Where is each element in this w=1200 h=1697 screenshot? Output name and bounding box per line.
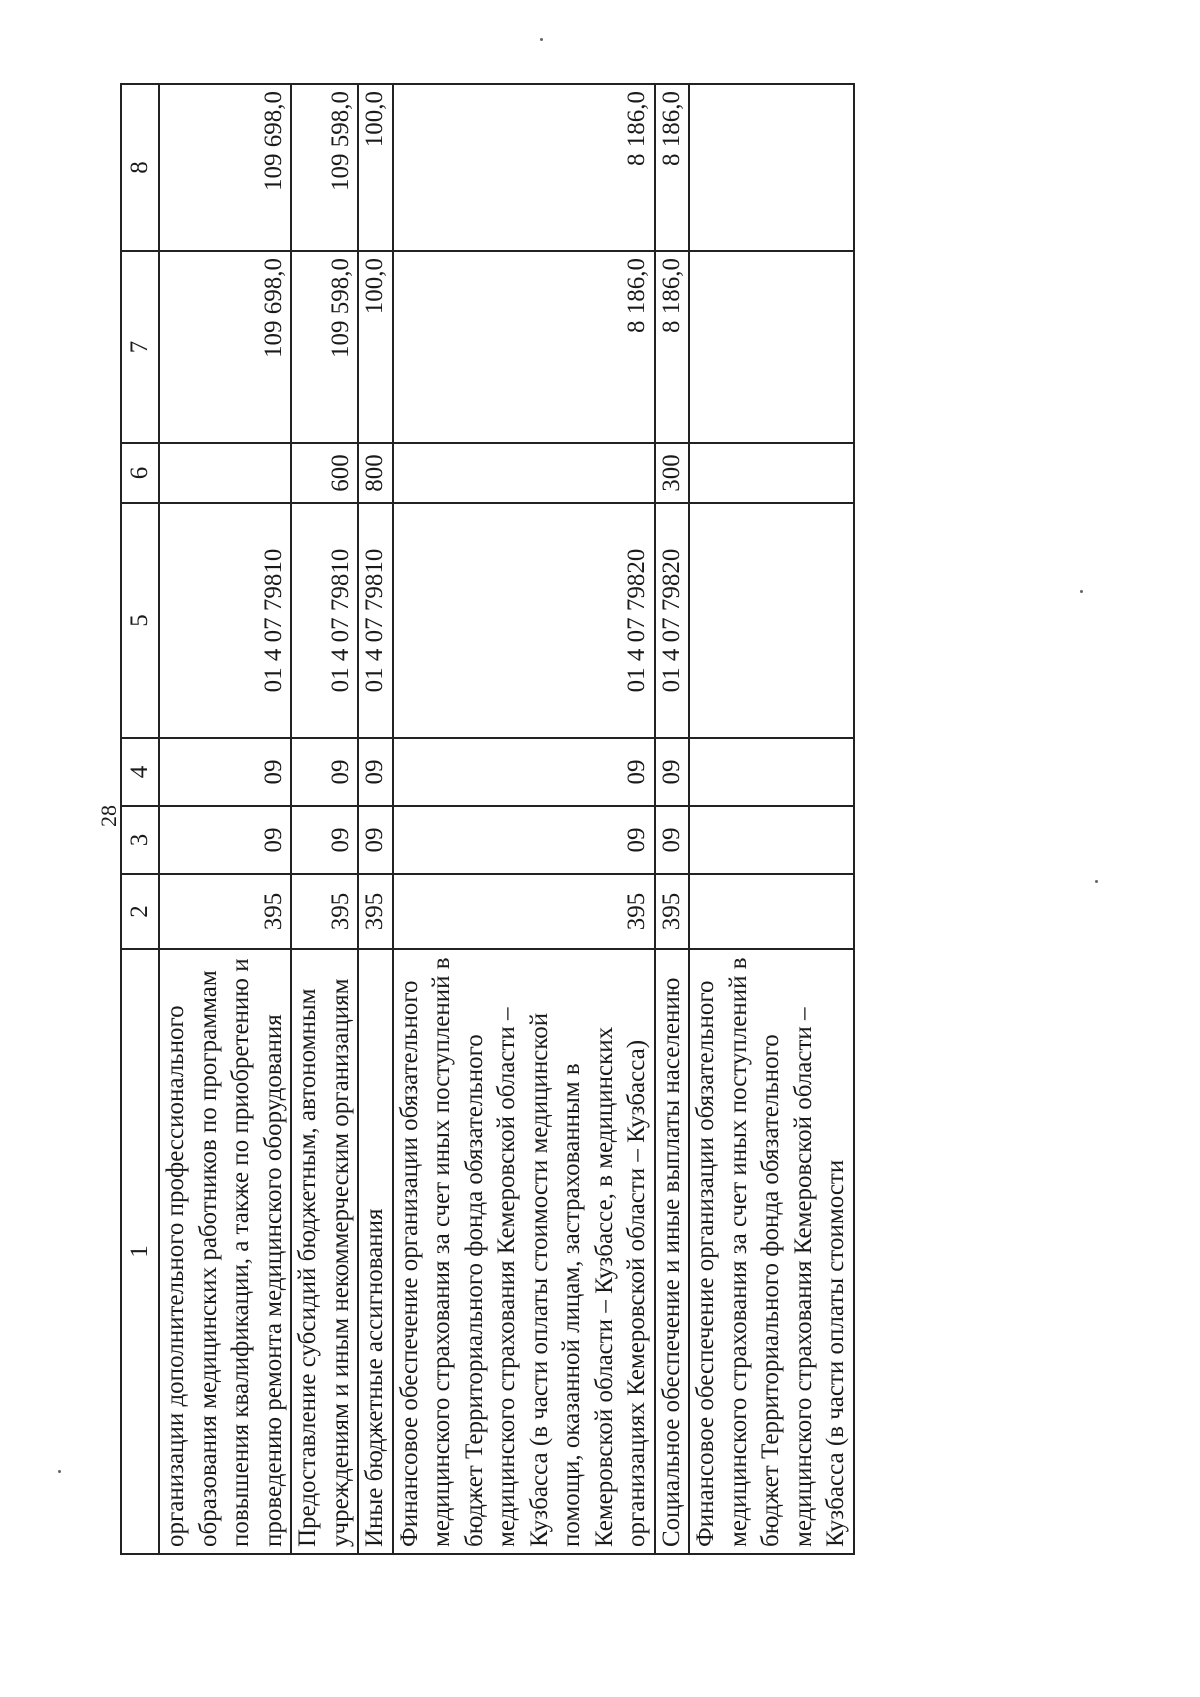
cell-target-article: [689, 503, 854, 738]
cell-target-article: 01 4 07 79820: [393, 503, 655, 738]
header-row: [121, 84, 159, 1554]
cell-amount-8: 8 186,0: [393, 84, 655, 251]
budget-table-rotated: [120, 85, 1060, 1555]
header-col-7: 7: [121, 251, 159, 443]
cell-amount-8: 109 598,0: [291, 84, 358, 251]
page-number: 28: [96, 805, 121, 827]
cell-target-article: 01 4 07 79810: [159, 503, 291, 738]
cell-section: [689, 806, 854, 874]
cell-section: 09: [393, 806, 655, 874]
header-col-8: 8: [121, 84, 159, 251]
header-col-5: 5: [121, 503, 159, 738]
cell-section: 09: [291, 806, 358, 874]
cell-subsection: 09: [358, 738, 393, 806]
cell-expense-type: [689, 443, 854, 503]
table-row: [393, 84, 655, 1554]
header-col-4: 4: [121, 738, 159, 806]
cell-target-article: 01 4 07 79810: [358, 503, 393, 738]
cell-subsection: 09: [159, 738, 291, 806]
cell-subsection: [689, 738, 854, 806]
cell-ministry-code: [689, 874, 854, 949]
cell-amount-8: 100,0: [358, 84, 393, 251]
scan-speck: [1080, 590, 1083, 593]
cell-subsection: 09: [655, 738, 690, 806]
table-row: [159, 84, 291, 1554]
cell-ministry-code: 395: [291, 874, 358, 949]
cell-amount-7: [689, 251, 854, 443]
cell-target-article: 01 4 07 79810: [291, 503, 358, 738]
scan-speck: [58, 1470, 61, 1473]
cell-target-article: 01 4 07 79820: [655, 503, 690, 738]
header-col-2: 2: [121, 874, 159, 949]
cell-expense-type: [393, 443, 655, 503]
cell-amount-7: 100,0: [358, 251, 393, 443]
cell-expense-type: 300: [655, 443, 690, 503]
cell-ministry-code: 395: [159, 874, 291, 949]
cell-amount-7: 109 698,0: [159, 251, 291, 443]
cell-name: Социальное обеспечение и иные выплаты населению: [655, 949, 690, 1554]
table-row: [291, 84, 358, 1554]
table-row: [655, 84, 690, 1554]
cell-ministry-code: 395: [655, 874, 690, 949]
cell-expense-type: 600: [291, 443, 358, 503]
table-row: [689, 84, 854, 1554]
cell-section: 09: [159, 806, 291, 874]
scan-speck: [1095, 880, 1098, 883]
cell-section: 09: [655, 806, 690, 874]
cell-ministry-code: 395: [358, 874, 393, 949]
cell-subsection: 09: [393, 738, 655, 806]
cell-section: 09: [358, 806, 393, 874]
cell-amount-8: 8 186,0: [655, 84, 690, 251]
cell-subsection: 09: [291, 738, 358, 806]
scan-speck: [540, 38, 543, 41]
cell-amount-7: 8 186,0: [393, 251, 655, 443]
cell-name: Предоставление субсидий бюджетным, автономным учреждениям и иным некоммерческим организациям: [291, 949, 358, 1554]
cell-amount-8: 109 698,0: [159, 84, 291, 251]
header-col-1: 1: [121, 949, 159, 1554]
cell-amount-7: 109 598,0: [291, 251, 358, 443]
cell-expense-type: 800: [358, 443, 393, 503]
cell-expense-type: [159, 443, 291, 503]
cell-name: Финансовое обеспечение организации обязательного медицинского страхования за счет иных поступлений в бюджет Территориального фонда обязательного медицинского страхования Кемеровской области – Кузбасса (в части оплаты стоимости медицинской помощи, оказанной лицам, застрахованным в Кемеровской области – Кузбассе, в медицинских организациях Кемеровской области – Кузбасса): [393, 949, 655, 1554]
cell-name: Финансовое обеспечение организации обязательного медицинского страхования за счет иных поступлений в бюджет Территориального фонда обязательного медицинского страхования Кемеровской области – Кузбасса (в части оплаты стоимости: [689, 949, 854, 1554]
cell-amount-8: [689, 84, 854, 251]
table-row: [358, 84, 393, 1554]
cell-ministry-code: 395: [393, 874, 655, 949]
header-col-6: 6: [121, 443, 159, 503]
cell-name: организации дополнительного профессионального образования медицинских работников по программам повышения квалификации, а также по приобретению и проведению ремонта медицинского оборудования: [159, 949, 291, 1554]
cell-name: Иные бюджетные ассигнования: [358, 949, 393, 1554]
cell-amount-7: 8 186,0: [655, 251, 690, 443]
budget-table: [120, 83, 855, 1555]
header-col-3: 3: [121, 806, 159, 874]
